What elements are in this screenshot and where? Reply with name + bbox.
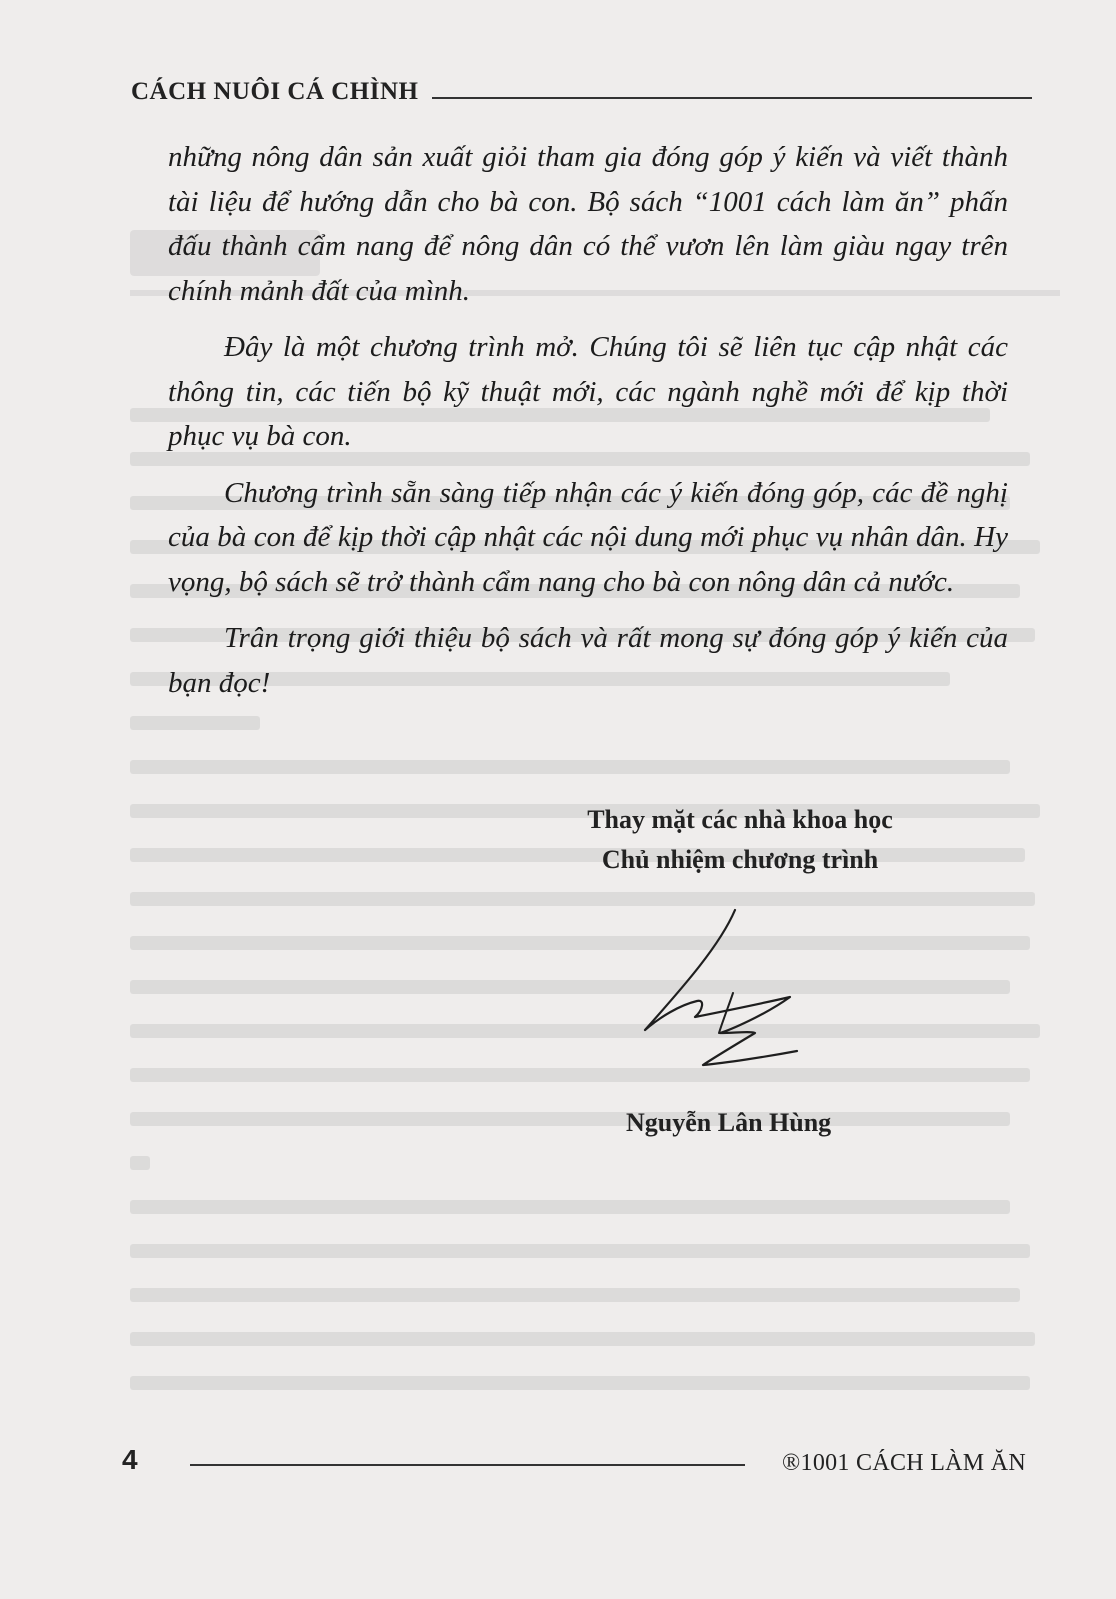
series-name: ®1001 CÁCH LÀM ĂN: [782, 1450, 1027, 1476]
signature-title-line-1: Thay mặt các nhà khoa học: [587, 805, 893, 834]
handwritten-signature: [625, 905, 805, 1095]
paragraph: Đây là một chương trình mở. Chúng tôi sẽ liên tục cập nhật các thông tin, các tiến bộ kỹ thuật mới, các ngành nghề mới để kịp thời phục vụ bà con.: [168, 331, 1008, 452]
signer-name: Nguyễn Lân Hùng: [626, 1108, 832, 1137]
signature-title-line-2: Chủ nhiệm chương trình: [601, 845, 879, 874]
page-number: 4: [122, 1444, 138, 1475]
body-text: [168, 135, 1008, 717]
paragraph: Trân trọng giới thiệu bộ sách và rất mong sự đóng góp ý kiến của bạn đọc!: [168, 622, 1008, 699]
header-rule: [432, 97, 1032, 99]
paragraph: Chương trình sẵn sàng tiếp nhận các ý kiến đóng góp, các đề nghị của bà con để kịp thời cập nhật các nội dung mới phục vụ nhân dân. Hy vọng, bộ sách sẽ trở thành cẩm nang cho bà con nông dân cả nước.: [168, 476, 1008, 598]
running-header-title: CÁCH NUÔI CÁ CHÌNH: [131, 78, 419, 105]
footer-rule: [190, 1464, 745, 1466]
signature-block: [540, 800, 940, 880]
paragraph: những nông dân sản xuất giỏi tham gia đóng góp ý kiến và viết thành tài liệu để hướng dẫn cho bà con. Bộ sách “1001 cách làm ăn” phấn đấu thành cẩm nang để nông dân có thể vươn lên làm giàu ngay trên chính mảnh đất của mình.: [168, 141, 1008, 307]
